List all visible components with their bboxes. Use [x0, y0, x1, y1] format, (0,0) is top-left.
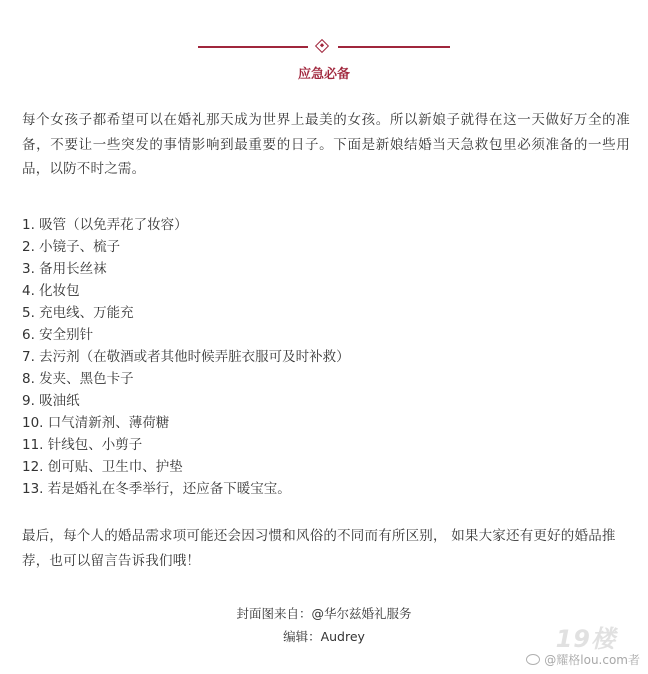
- list-item: 6. 安全别针: [22, 327, 94, 343]
- list-item: 4. 化妆包: [22, 283, 80, 299]
- list-item: 11. 针线包、小剪子: [22, 437, 143, 453]
- list-item: 5. 充电线、万能充: [22, 305, 134, 321]
- list-item: 9. 吸油纸: [22, 393, 80, 409]
- title-divider: [198, 40, 450, 54]
- list-item: 8. 发夹、黑色卡子: [22, 371, 134, 387]
- closing-paragraph: 最后，每个人的婚品需求项可能还会因习惯和风俗的不同而有所区别， 如果大家还有更好的婚品推荐，也可以留言告诉我们哦！: [22, 528, 616, 569]
- intro-paragraph: 每个女孩子都希望可以在婚礼那天成为世界上最美的女孩。所以新娘子就得在这一天做好万全的准备，不要让一些突发的事情影响到最重要的日子。下面是新娘结婚当天急救包里必须准备的一些用品，以防不时之需。: [22, 112, 630, 177]
- emergency-kit-list: [22, 214, 350, 500]
- diamond-ornament-icon: [315, 39, 329, 53]
- list-item: 7. 去污剂（在敬酒或者其他时候弄脏衣服可及时补救）: [22, 349, 350, 365]
- watermark: [526, 625, 640, 668]
- watermark-brand: 19楼: [555, 625, 616, 653]
- weibo-icon: [526, 654, 540, 665]
- list-item: 2. 小镜子、梳子: [22, 239, 121, 255]
- watermark-text: @耀格lou.com者: [544, 653, 640, 667]
- divider-line-right: [338, 46, 450, 48]
- divider-line-left: [198, 46, 308, 48]
- list-item: 1. 吸管（以免弄花了妆容）: [22, 217, 188, 233]
- section-title: 应急必备: [297, 67, 350, 82]
- cover-credit: 封面图来自：@华尔兹婚礼服务: [236, 606, 412, 621]
- editor-credit: 编辑：Audrey: [283, 629, 365, 644]
- list-item: 13. 若是婚礼在冬季举行，还应备下暖宝宝。: [22, 481, 291, 497]
- list-item: 12. 创可贴、卫生巾、护垫: [22, 459, 183, 475]
- list-item: 3. 备用长丝袜: [22, 261, 107, 277]
- list-item: 10. 口气清新剂、薄荷糖: [22, 415, 170, 431]
